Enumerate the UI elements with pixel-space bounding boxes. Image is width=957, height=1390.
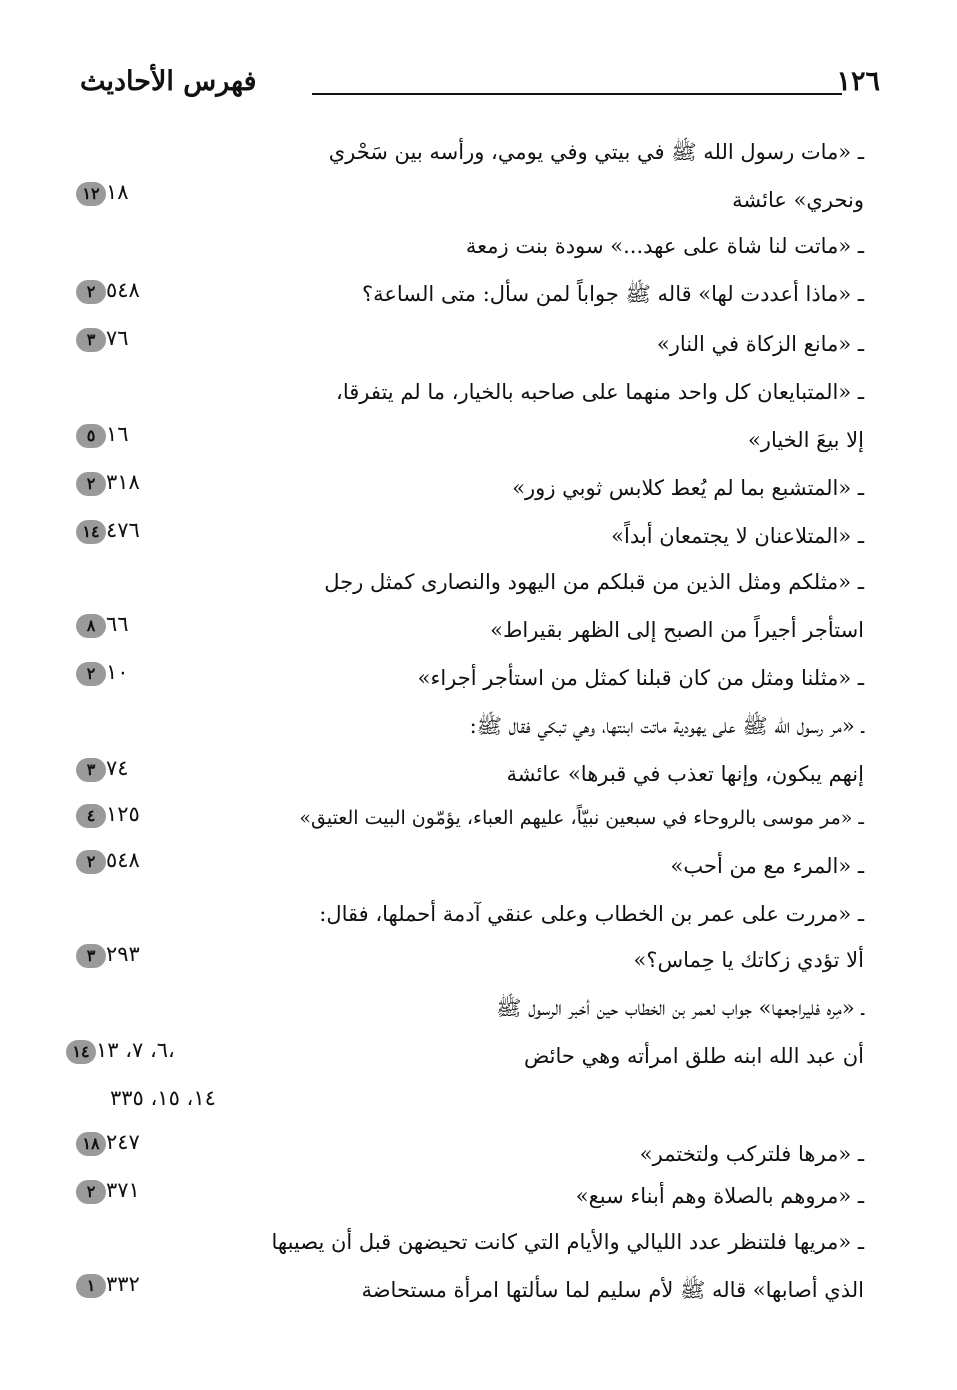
page-reference	[70, 940, 255, 968]
hadith-entry-line: ـ «المتلاعنان لا يجتمعان أبداً»	[611, 524, 864, 548]
volume-badge: ٣	[76, 944, 106, 968]
page-list: ٤٧٦	[106, 518, 140, 542]
volume-badge: ٢	[76, 850, 106, 874]
volume-badge: ٨	[76, 614, 106, 638]
volume-badge: ٢	[76, 1180, 106, 1204]
page-reference	[70, 610, 255, 638]
hadith-entry-line: أن عبد الله ابنه طلق امرأته وهي حائض	[523, 1044, 864, 1068]
hadith-entry-line: ـ «ماتت لنا شاة على عهد...» سودة بنت زمعة	[465, 234, 864, 258]
hadith-entry-line: ـ «المرء مع من أحب»	[670, 854, 864, 878]
hadith-entry-line: ـ «مر موسى بالروحاء في سبعين نبيّاً، عليهم العباء، يؤمّون البيت العتيق»	[299, 807, 864, 829]
volume-badge: ٣	[76, 328, 106, 352]
page-list: ٦، ٧، ١٣،	[96, 1038, 175, 1062]
hadith-entry-line: ـ «مريها فلتنظر عدد الليالي والأيام التي كانت تحيضهن قبل أن يصيبها	[271, 1230, 864, 1254]
page-reference	[70, 754, 255, 782]
page-list: ٣٣٢	[106, 1272, 140, 1296]
page-list: ٣٧١	[106, 1178, 140, 1202]
hadith-entry-line: ـ «مثلكم ومثل الذين من قبلكم من اليهود والنصارى كمثل رجل	[324, 570, 864, 594]
hadith-entry-line: ـ «مروهم بالصلاة وهم أبناء سبع»	[575, 1184, 864, 1208]
hadith-entry-line: ـ «المتشبع بما لم يُعط كلابس ثوبي زور»	[512, 476, 864, 500]
hadith-entry-line: ـ «مررت على عمر بن الخطاب وعلى عنقي آدمة أحملها، فقال:	[319, 902, 864, 926]
running-header	[80, 66, 880, 110]
hadith-entry-line: ـ «مثلنا ومثل من كان قبلنا كمثل من استأجر أجراء»	[417, 666, 864, 690]
volume-badge: ٥	[76, 424, 106, 448]
page-reference	[60, 1036, 260, 1064]
volume-badge: ١٤	[66, 1040, 96, 1064]
page-number: ١٢٦	[836, 66, 880, 97]
hadith-entry-line: إنهم يبكون، وإنها تعذب في قبرها» عائشة	[506, 762, 864, 786]
page-reference	[70, 1270, 255, 1298]
page-reference	[70, 800, 255, 828]
hadith-entry-line: ـ «مانع الزكاة في النار»	[656, 332, 864, 356]
volume-badge: ١	[76, 1274, 106, 1298]
hadith-entry-line: الذي أصابها» قاله ﷺ لأم سليم لما سألتها امرأة مستحاضة	[361, 1278, 864, 1302]
hadith-entry-line: ـ «مات رسول الله ﷺ في بيتي وفي يومي، ورأسه بين سَحْري	[328, 140, 864, 164]
volume-badge: ٤	[76, 804, 106, 828]
page-list: ١٢٥	[106, 802, 140, 826]
page-list: ٥٤٨	[106, 848, 140, 872]
hadith-entry-line: استأجر أجيراً من الصبح إلى الظهر بقيراط»	[490, 618, 864, 642]
page-reference	[70, 1176, 255, 1204]
volume-badge: ١٨	[76, 1132, 106, 1156]
page-list: ٣١٨	[106, 470, 140, 494]
index-title: فهرس الأحاديث	[80, 66, 257, 97]
page-reference	[70, 420, 255, 448]
hadith-entry-line: ـ «مِره فليراجعها» جواب لعمر بن الخطاب حين أخبر الرسول ﷺ	[496, 996, 864, 1020]
hadith-entry-line: ـ «مرها فلتركب ولتختمر»	[639, 1142, 864, 1166]
volume-badge: ١٤	[76, 520, 106, 544]
volume-badge: ٢	[76, 472, 106, 496]
hadith-entry-line: إلا بيعَ الخيار»	[747, 428, 864, 452]
page-reference	[70, 276, 255, 304]
page-reference	[70, 658, 255, 686]
page-list: ٧٤	[106, 756, 129, 780]
page-reference	[70, 324, 255, 352]
hadith-entry-line: ـ «المتبايعان كل واحد منهما على صاحبه بالخيار، ما لم يتفرقا،	[336, 380, 864, 404]
hadith-entry-line: ـ «مر رسول الله ﷺ على يهودية ماتت ابنتها، وهي تبكي فقال ﷺ:	[469, 714, 864, 738]
volume-badge: ١٢	[76, 182, 106, 206]
page-reference	[70, 516, 255, 544]
page-reference	[70, 1128, 255, 1156]
volume-badge: ٢	[76, 280, 106, 304]
page-list-continued: ١٤، ١٥، ٣٣٥	[110, 1086, 216, 1110]
page-list: ١٠	[106, 660, 129, 684]
volume-badge: ٢	[76, 662, 106, 686]
volume-badge: ٣	[76, 758, 106, 782]
page-list: ٢٤٧	[106, 1130, 140, 1154]
page-list: ١٨	[106, 180, 129, 204]
page-reference	[70, 846, 255, 874]
header-rule	[312, 93, 842, 95]
hadith-entry-line: ألا تؤدي زكاتك يا حِماس؟»	[633, 948, 864, 972]
hadith-entry-line: ونحري» عائشة	[732, 188, 864, 212]
page-list: ٦٦	[106, 612, 129, 636]
page-reference	[70, 178, 255, 206]
page-list: ٢٩٣	[106, 942, 140, 966]
page-list: ١٦	[106, 422, 129, 446]
page-reference	[70, 468, 255, 496]
hadith-entry-line: ـ «ماذا أعددت لها» قاله ﷺ جواباً لمن سأل: متى الساعة؟	[361, 282, 864, 306]
page-list: ٥٤٨	[106, 278, 140, 302]
page-list: ٧٦	[106, 326, 129, 350]
